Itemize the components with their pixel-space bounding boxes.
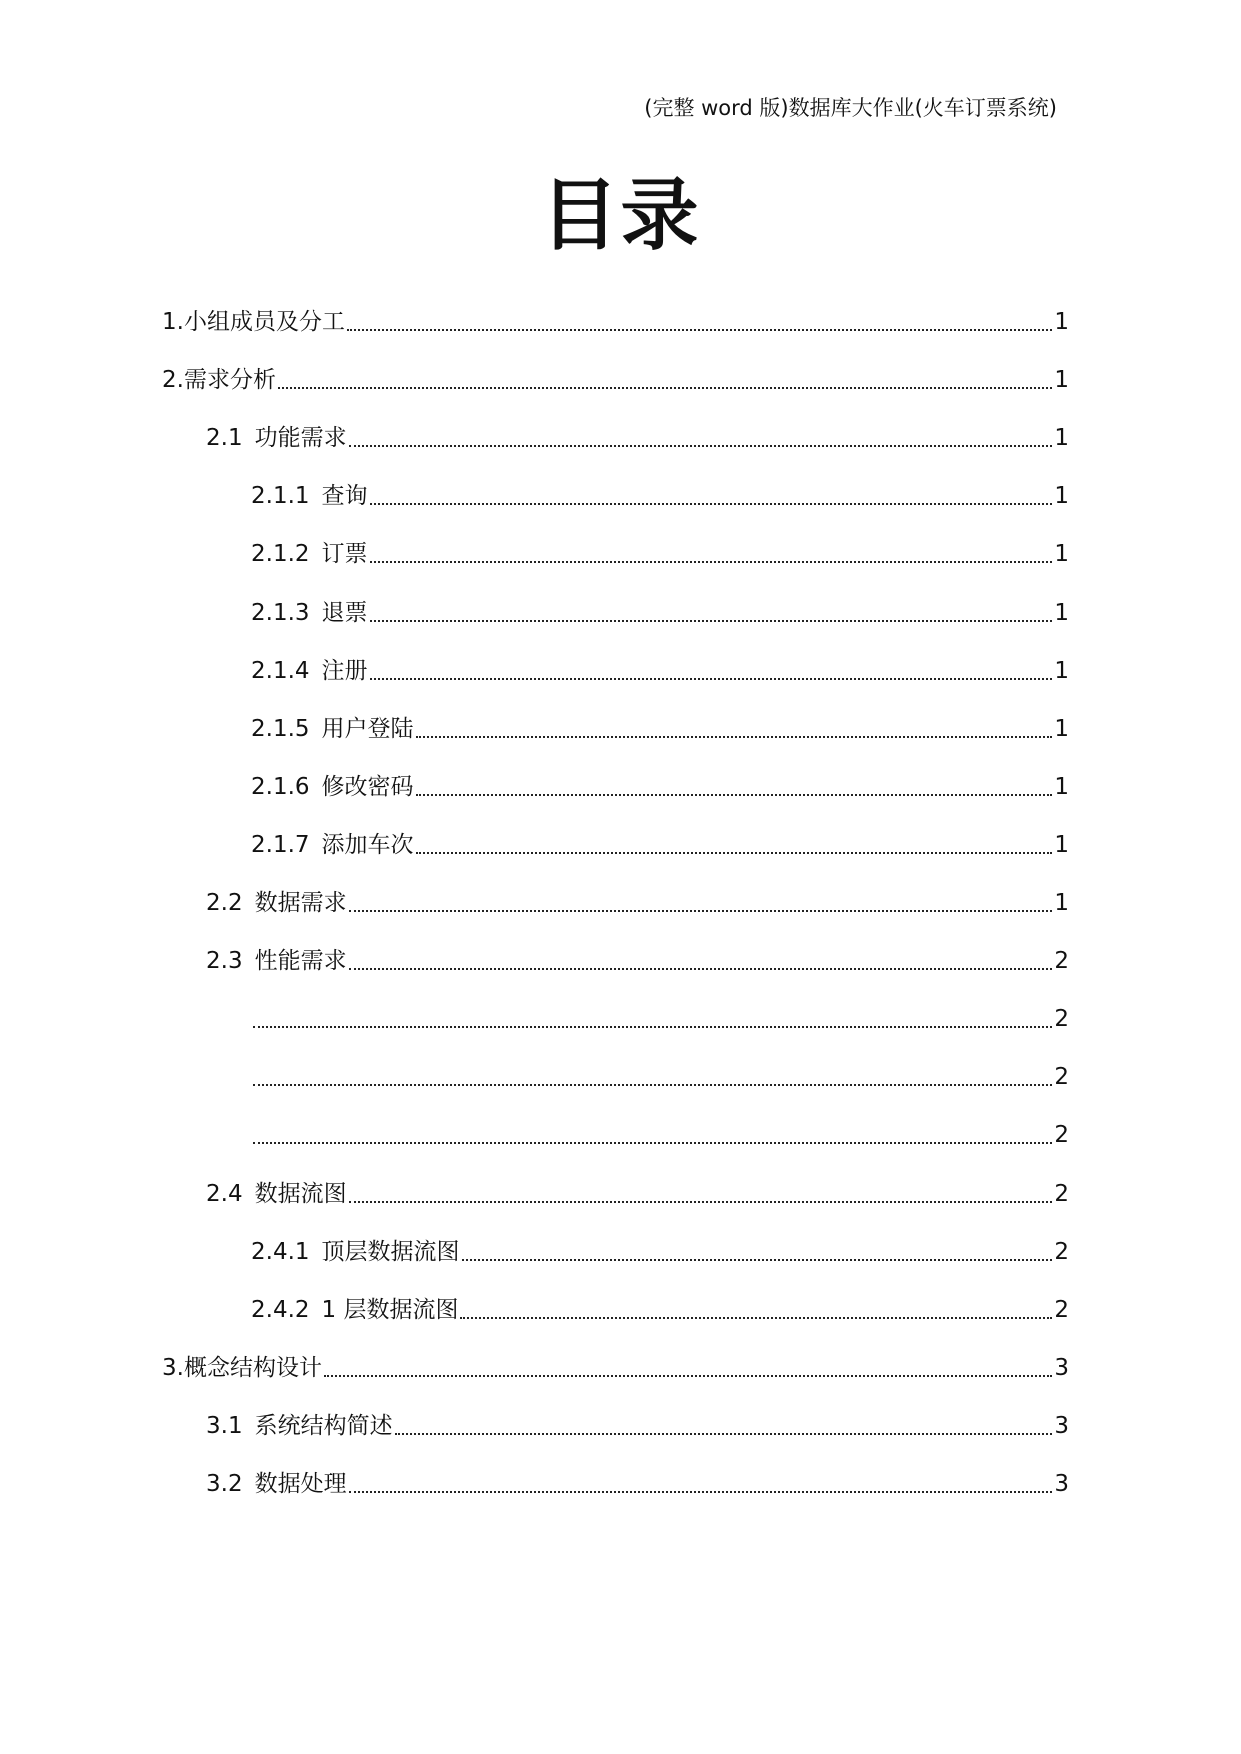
toc-entry-title: 性能需求 (254, 948, 347, 975)
toc-entry-number: 2.1 (206, 425, 243, 452)
toc-entry-number: 2.1.2 (251, 541, 310, 568)
toc-entry-title: 退票 (321, 599, 368, 626)
toc-entry-number: 2.1.1 (251, 483, 310, 510)
toc-dot-leader (349, 444, 1053, 447)
toc-entry-number: 2.1.3 (251, 599, 310, 626)
toc-entry-title: 修改密码 (321, 773, 414, 800)
toc-dot-leader (253, 1141, 1052, 1144)
toc-entry-title: 顶层数据流图 (321, 1238, 460, 1265)
running-header: (完整 word 版)数据库大作业(火车订票系统) (644, 96, 1057, 120)
toc-entry[interactable] (251, 537, 1069, 571)
toc-entry-title: 概念结构设计 (183, 1354, 322, 1381)
toc-entry[interactable] (206, 886, 1069, 920)
toc-page-number: 1 (1054, 425, 1069, 452)
toc-dot-leader (395, 1432, 1053, 1435)
toc-page-number: 2 (1054, 1180, 1069, 1207)
toc-dot-leader (370, 502, 1053, 505)
toc-entry[interactable] (251, 1118, 1069, 1152)
toc-page-number: 1 (1054, 773, 1069, 800)
toc-entry-number: 2.4.2 (251, 1296, 310, 1323)
toc-entry-title: 数据需求 (254, 890, 347, 916)
toc-dot-leader (349, 1200, 1053, 1203)
page-title: 目录 (540, 171, 701, 261)
toc-entry-number: 3.1 (206, 1412, 243, 1439)
toc-page-number: 2 (1054, 1064, 1069, 1091)
toc-entry[interactable] (162, 305, 1069, 339)
toc-page-number: 3 (1054, 1354, 1069, 1381)
toc-entry-title: 功能需求 (254, 425, 347, 452)
toc-page-number: 1 (1054, 483, 1069, 510)
toc-page-number: 1 (1054, 599, 1069, 626)
toc-dot-leader (416, 735, 1053, 738)
toc-entry[interactable] (206, 1409, 1069, 1443)
toc-dot-leader (370, 560, 1053, 563)
toc-page-number: 1 (1054, 309, 1069, 335)
toc-entry-number: 2. (162, 367, 184, 394)
toc-page-number: 1 (1054, 831, 1069, 858)
toc-dot-leader (253, 1083, 1052, 1086)
toc-entry-number: 2.1.6 (251, 773, 310, 800)
toc-entry-title: 数据流图 (254, 1180, 347, 1207)
toc-page-number: 2 (1054, 1238, 1069, 1265)
toc-entry-number: 3.2 (206, 1471, 243, 1497)
toc-dot-leader (278, 386, 1052, 389)
toc-entry[interactable] (251, 712, 1069, 746)
toc-entry[interactable] (251, 828, 1069, 862)
toc-entry[interactable] (251, 654, 1069, 688)
toc-dot-leader (370, 619, 1053, 622)
toc-dot-leader (416, 793, 1053, 796)
toc-dot-leader (460, 1316, 1052, 1319)
toc-page-number: 1 (1054, 367, 1069, 394)
toc-entry[interactable] (251, 770, 1069, 804)
toc-page-number: 3 (1054, 1471, 1069, 1497)
toc-entry-number: 1. (162, 309, 184, 335)
toc-entry[interactable] (206, 1177, 1069, 1211)
toc-entry-title: 添加车次 (321, 831, 414, 858)
toc-entry-title: 用户登陆 (321, 715, 414, 742)
toc-entry-number: 2.4 (206, 1180, 243, 1207)
toc-entry-title: 注册 (321, 657, 368, 684)
toc-entry-number: 3. (162, 1354, 184, 1381)
toc-entry[interactable] (162, 363, 1069, 397)
toc-page-number: 2 (1054, 1122, 1069, 1149)
toc-dot-leader (462, 1258, 1053, 1261)
toc-dot-leader (349, 1490, 1053, 1493)
toc-entry[interactable] (206, 421, 1069, 455)
toc-dot-leader (349, 967, 1053, 970)
toc-entry[interactable] (251, 1293, 1069, 1327)
toc-entry-number: 2.3 (206, 948, 243, 975)
toc-entry-number: 2.1.4 (251, 657, 310, 684)
toc-entry[interactable] (206, 1467, 1069, 1501)
toc-page-number: 1 (1054, 657, 1069, 684)
toc-page-number: 3 (1054, 1412, 1069, 1439)
toc-page-number: 2 (1054, 948, 1069, 975)
toc-entry[interactable] (251, 1060, 1069, 1094)
toc-page-number: 1 (1054, 715, 1069, 742)
toc-entry-title: 数据处理 (254, 1471, 347, 1497)
toc-page-number: 2 (1054, 1006, 1069, 1033)
toc-entry-title: 查询 (321, 483, 368, 510)
toc-dot-leader (370, 677, 1053, 680)
toc-entry[interactable] (162, 1351, 1069, 1385)
toc-entry[interactable] (251, 479, 1069, 513)
toc-entry-number: 2.1.7 (251, 831, 310, 858)
toc-entry[interactable] (251, 1002, 1069, 1036)
toc-entry-number: 2.1.5 (251, 715, 310, 742)
toc-entry-title: 需求分析 (183, 367, 276, 394)
toc-entry-title: 1 层数据流图 (321, 1296, 459, 1323)
toc-entry[interactable] (251, 1235, 1069, 1269)
toc-entry[interactable] (206, 944, 1069, 978)
toc-entry[interactable] (251, 596, 1069, 630)
toc-entry-number: 2.4.1 (251, 1238, 310, 1265)
toc-entry-number: 2.2 (206, 890, 243, 916)
toc-dot-leader (253, 1025, 1052, 1028)
toc-dot-leader (324, 1374, 1052, 1377)
toc-dot-leader (347, 328, 1052, 331)
toc-dot-leader (349, 909, 1053, 912)
toc-page-number: 1 (1054, 890, 1069, 916)
toc-entry-title: 小组成员及分工 (183, 309, 345, 335)
toc-page-number: 1 (1054, 541, 1069, 568)
toc-entry-title: 订票 (321, 541, 368, 568)
toc-entry-title: 系统结构简述 (254, 1412, 393, 1439)
toc-dot-leader (416, 851, 1053, 854)
toc-page-number: 2 (1054, 1296, 1069, 1323)
